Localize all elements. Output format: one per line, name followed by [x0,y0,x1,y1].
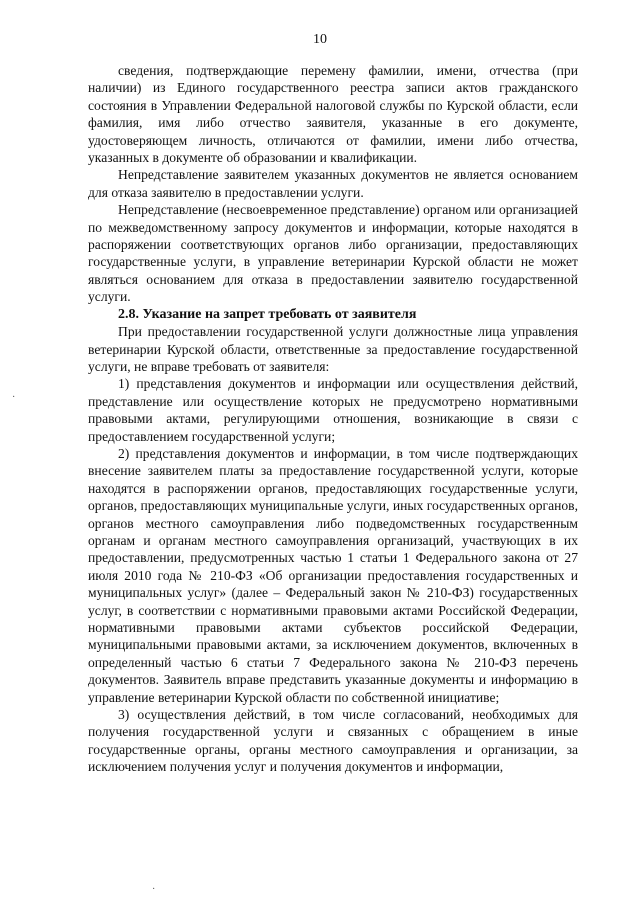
section-heading: 2.8. Указание на запрет требовать от заявителя [118,306,417,322]
document-body [88,62,578,776]
paragraph: Непредставление заявителем указанных документов не является основанием для отказа заявителю в предоставлении услуги. [88,167,578,200]
paragraph: сведения, подтверждающие перемену фамилии, имени, отчества (при наличии) из Единого государственного реестра записи актов гражданского состояния в Управлении Федеральной налоговой службы по Курской области, если фамилия, имя либо отчество заявителя, указанные в его документе, удостоверяющем личность, отличаются от фамилии, имени либо отчества, указанных в документе об образовании и квалификации. [88,63,578,166]
scan-speck: · [12,392,16,403]
paragraph: При предоставлении государственной услуги должностные лица управления ветеринарии Курской области, ответственные за предоставление государственной услуги, не вправе требовать от заявителя: [88,324,578,374]
paragraph: 1) представления документов и информации или осуществления действий, представление или осуществление которых не предусмотрено нормативными правовыми актами, регулирующими отношения, возникающие в связи с предоставлением государственной услуги; [88,376,578,444]
paragraph: 3) осуществления действий, в том числе согласований, необходимых для получения государственной услуги и связанных с обращением в иные государственные органы, органы местного самоуправления и организации, за исключением получения услуг и получения документов и информации, [88,707,578,775]
paragraph: Непредставление (несвоевременное представление) органом или организацией по межведомственному запросу документов и информации, которые находятся в распоряжении соответствующих органов либо организации, предоставляющих государственные услуги, в управление ветеринарии Курской области не может являться основанием для отказа в предоставлении заявителю государственной услуги. [88,202,578,305]
scan-speck: · [152,884,156,895]
page-number: 10 [313,32,327,47]
paragraph: 2) представления документов и информации, в том числе подтверждающих внесение заявителем платы за предоставление государственной услуги, которые находятся в распоряжении органов, предоставляющих государственные услуги, органов, предоставляющих муниципальные услуги, иных государственных органов, органов местного самоуправления либо подведомственных государственным органам и органам местного самоуправления организаций, участвующих в их предоставлении, предусмотренных частью 1 статьи 1 Федерального закона от 27 июля 2010 года № 210-ФЗ «Об организации предоставления государственных и муниципальных услуг» (далее – Федеральный закон № 210-ФЗ) государственных услуг, в соответствии с нормативными правовыми актами Российской Федерации, нормативными правовыми актами субъектов российской Федерации, муниципальными правовыми актами, за исключением документов, включенных в определенный частью 6 статьи 7 Федерального закона № 210-ФЗ перечень документов. Заявитель вправе представить указанные документы и информацию в управление ветеринарии Курской области по собственной инициативе; [88,445,578,705]
